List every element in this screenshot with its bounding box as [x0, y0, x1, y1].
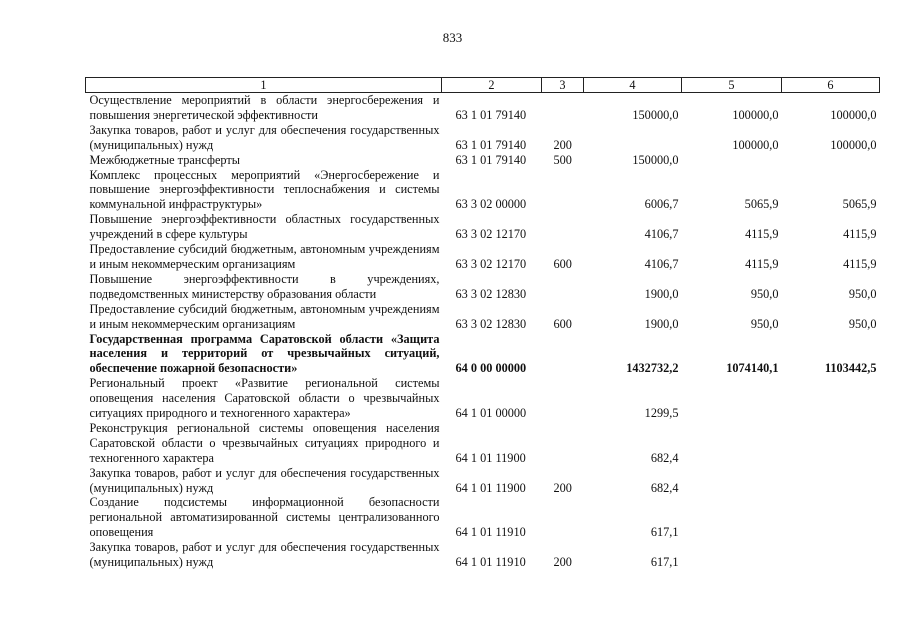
row-code: 63 3 02 12830: [455, 286, 527, 301]
table-row: [86, 332, 880, 377]
row-value-2024: 617,1: [650, 525, 679, 540]
table-row: [86, 242, 880, 272]
row-value-2026: [782, 421, 880, 466]
row-expense-kind: 200: [553, 555, 572, 570]
row-name: Закупка товаров, работ и услуг для обеспечения государственных (муниципальных) нужд: [89, 122, 440, 152]
row-expense-kind: [542, 421, 584, 466]
row-name: Повышение энергоэффективности областных государственных учреждений в сфере культуры: [89, 212, 440, 242]
row-value-2024: 4106,7: [644, 256, 679, 271]
row-expense-kind: [542, 272, 584, 302]
row-code: 64 0 00 00000: [455, 361, 527, 376]
row-expense-kind: [542, 495, 584, 540]
row-value-2025: [682, 376, 782, 421]
row-code: 63 1 01 79140: [455, 107, 527, 122]
row-value-2025: [682, 540, 782, 570]
table-row: [86, 153, 880, 168]
header-col-2: 2: [442, 78, 542, 93]
row-name: Межбюджетные трансферты: [89, 152, 241, 167]
table-row: [86, 466, 880, 496]
row-value-2025: [682, 495, 782, 540]
row-expense-kind: [542, 93, 584, 123]
row-value-2026: 950,0: [848, 286, 877, 301]
table-row: [86, 376, 880, 421]
row-expense-kind: [542, 168, 584, 213]
row-value-2026: [782, 540, 880, 570]
row-value-2024: 1432732,2: [626, 361, 679, 376]
row-value-2024: 617,1: [650, 555, 679, 570]
row-code: 63 3 02 12830: [455, 316, 527, 331]
row-name: Государственная программа Саратовской области «Защита населения и территорий от чрезвычайных ситуаций, обеспечение пожарной безопасности»: [89, 331, 440, 376]
row-value-2026: 5065,9: [842, 197, 877, 212]
table-header-row: [86, 78, 880, 93]
row-value-2026: [782, 466, 880, 496]
row-value-2024: 682,4: [650, 480, 679, 495]
row-value-2026: 950,0: [848, 316, 877, 331]
row-name: Реконструкция региональной системы оповещения населения Саратовской области о чрезвычайных ситуациях природного и техногенного характера: [89, 420, 440, 465]
table-row: [86, 123, 880, 153]
row-name: Закупка товаров, работ и услуг для обеспечения государственных (муниципальных) нужд: [89, 465, 440, 495]
row-value-2025: 4115,9: [745, 227, 779, 242]
row-expense-kind: [542, 212, 584, 242]
header-col-1: 1: [86, 78, 442, 93]
row-name: Закупка товаров, работ и услуг для обеспечения государственных (муниципальных) нужд: [89, 540, 440, 570]
row-code: 64 1 01 11910: [455, 525, 526, 540]
header-col-3: 3: [542, 78, 584, 93]
row-value-2026: [782, 495, 880, 540]
row-name: Осуществление мероприятий в области энергосбережения и повышения энергетической эффективности: [89, 93, 440, 122]
table-row: [86, 168, 880, 213]
table-row: [86, 93, 880, 123]
row-value-2026: 4115,9: [843, 227, 877, 242]
row-value-2026: [782, 153, 880, 168]
row-value-2025: 100000,0: [732, 137, 779, 152]
table-row: [86, 302, 880, 332]
row-value-2024: 6006,7: [644, 197, 679, 212]
row-value-2025: 5065,9: [744, 197, 779, 212]
row-code: 63 3 02 00000: [455, 197, 527, 212]
row-value-2025: [682, 421, 782, 466]
row-value-2024: 1299,5: [644, 406, 679, 421]
row-expense-kind: 200: [553, 480, 572, 495]
row-code: 64 1 01 11900: [455, 450, 526, 465]
budget-table: [85, 77, 880, 570]
row-value-2026: 4115,9: [843, 256, 877, 271]
row-name: Региональный проект «Развитие региональной системы оповещения населения Саратовской области о чрезвычайных ситуациях природного и техногенного характера»: [89, 376, 440, 421]
row-name: Создание подсистемы информационной безопасности региональной автоматизированной системы централизованного оповещения: [89, 495, 440, 540]
row-expense-kind: 600: [553, 316, 572, 331]
row-value-2025: [682, 466, 782, 496]
row-name: Предоставление субсидий бюджетным, автономным учреждениям и иным некоммерческим организациям: [89, 242, 440, 271]
row-value-2026: 1103442,5: [824, 361, 877, 376]
row-expense-kind: 500: [553, 152, 572, 167]
row-value-2024: 1900,0: [644, 316, 679, 331]
row-name: Предоставление субсидий бюджетным, автономным учреждениям и иным некоммерческим организациям: [89, 301, 440, 331]
row-expense-kind: 600: [553, 256, 572, 271]
row-value-2026: 100000,0: [830, 107, 877, 122]
row-value-2024: 150000,0: [632, 107, 679, 122]
row-code: 64 1 01 11900: [455, 480, 526, 495]
row-value-2024: [584, 123, 682, 153]
header-col-4: 4: [584, 78, 682, 93]
row-code: 63 1 01 79140: [455, 152, 527, 167]
row-value-2025: [682, 153, 782, 168]
header-col-6: 6: [782, 78, 880, 93]
row-code: 63 3 02 12170: [455, 256, 527, 271]
row-value-2026: [782, 376, 880, 421]
row-value-2025: 950,0: [750, 286, 779, 301]
table-row: [86, 421, 880, 466]
row-value-2025: 100000,0: [732, 107, 779, 122]
row-code: 64 1 01 00000: [455, 406, 527, 421]
row-expense-kind: [542, 376, 584, 421]
row-code: 63 1 01 79140: [455, 137, 527, 152]
row-value-2024: 682,4: [650, 450, 679, 465]
row-name: Комплекс процессных мероприятий «Энергосбережение и повышение энергоэффективности теплоснабжения и системы коммунальной инфраструктуры»: [89, 167, 440, 212]
table-row: [86, 272, 880, 302]
row-value-2024: 150000,0: [632, 152, 679, 167]
row-value-2025: 950,0: [750, 316, 779, 331]
row-expense-kind: [542, 332, 584, 377]
row-code: 63 3 02 12170: [455, 227, 527, 242]
row-value-2025: 4115,9: [745, 256, 779, 271]
row-expense-kind: 200: [553, 137, 572, 152]
table-row: [86, 212, 880, 242]
header-col-5: 5: [682, 78, 782, 93]
row-value-2026: 100000,0: [830, 137, 877, 152]
row-name: Повышение энергоэффективности в учреждениях, подведомственных министерству образования области: [89, 271, 440, 301]
row-value-2024: 1900,0: [644, 286, 679, 301]
table-row: [86, 540, 880, 570]
table-row: [86, 495, 880, 540]
row-code: 64 1 01 11910: [455, 555, 526, 570]
page-number: 833: [442, 30, 463, 45]
row-value-2024: 4106,7: [644, 227, 679, 242]
row-value-2025: 1074140,1: [726, 361, 779, 376]
